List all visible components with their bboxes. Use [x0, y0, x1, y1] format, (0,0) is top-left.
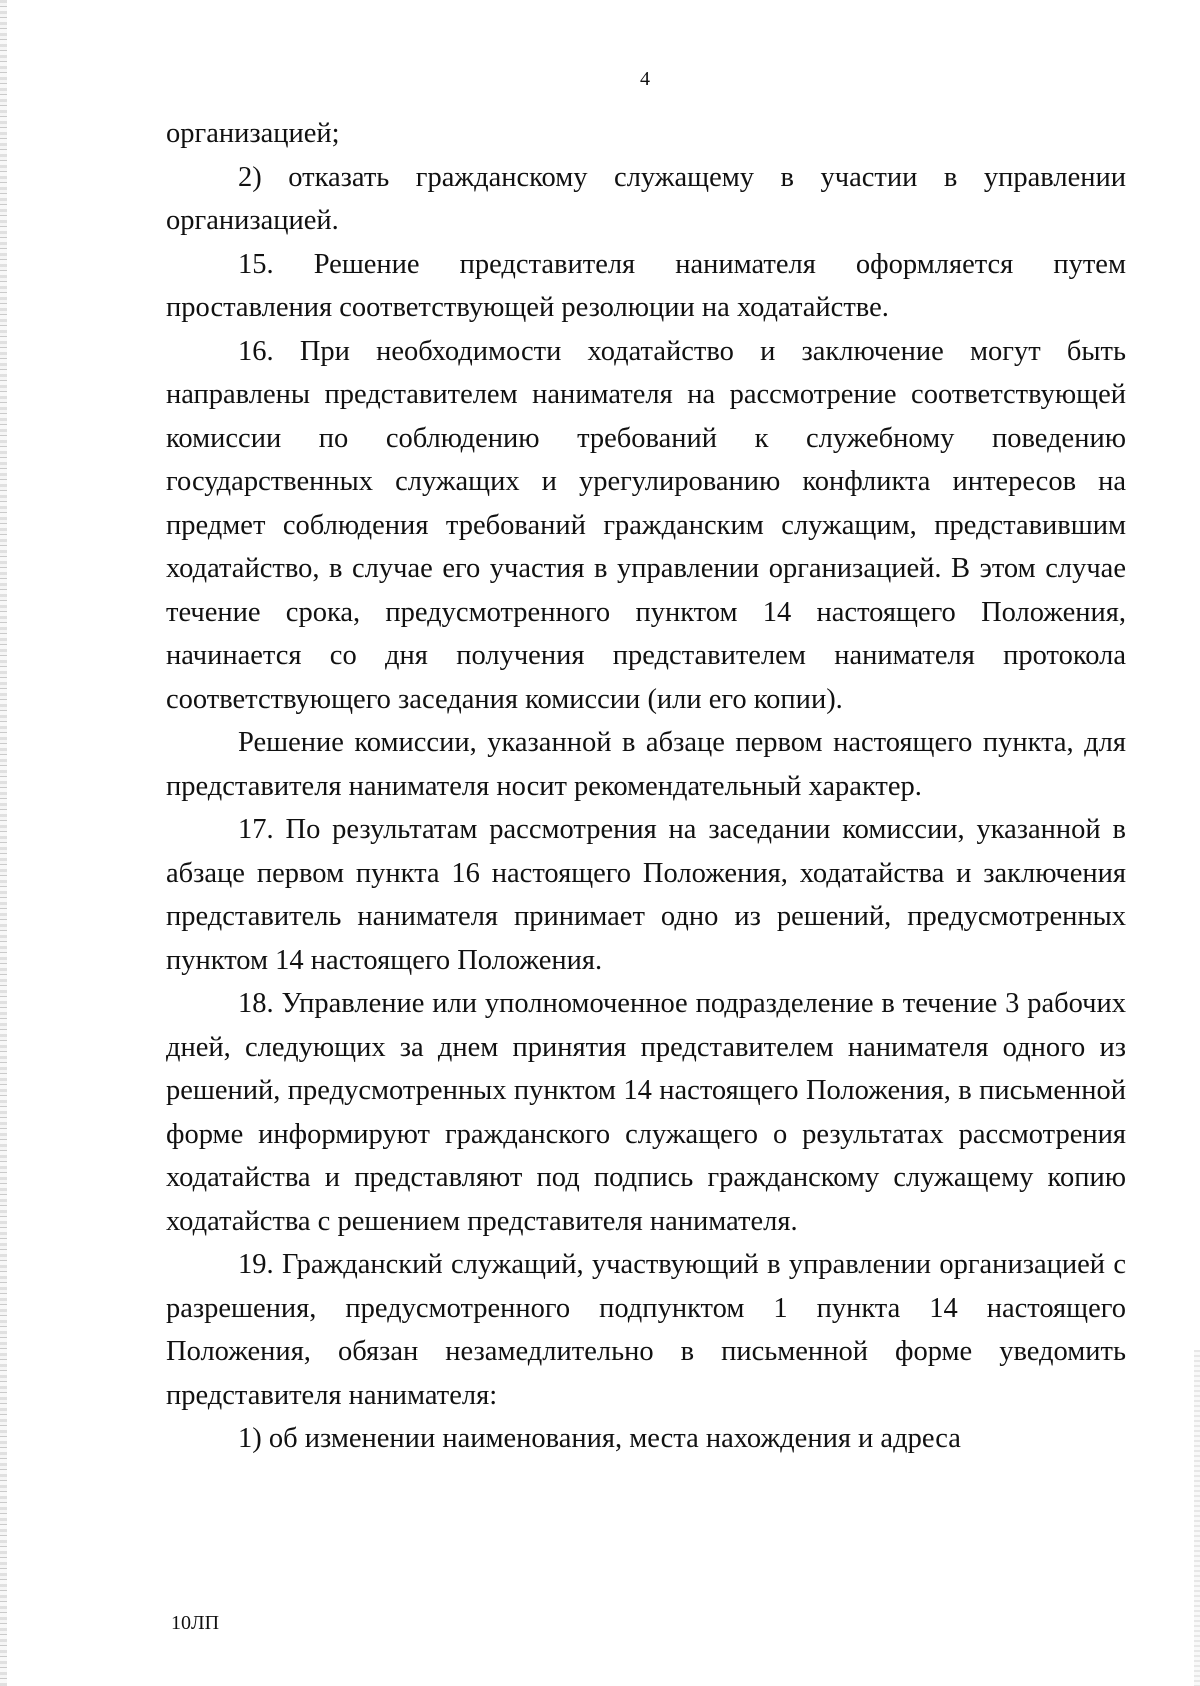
scan-edge-left	[0, 0, 7, 1686]
paragraph-continuation: организацией;	[166, 118, 340, 149]
paragraph-item-16: 16. При необходимости ходатайство и заключение могут быть направлены представителем нанимателя на рассмотрение соответствующей комиссии по соблюдению требований к служебному поведению государственных служащих и урегулированию конфликта интересов на предмет соблюдения требований гражданским служащим, представившим ходатайство, в случае его участия в управлении организацией. В этом случае течение срока, предусмотренного пунктом 14 настоящего Положения, начинается со дня получения представителем нанимателя протокола соответствующего заседания комиссии (или его копии).	[166, 335, 1126, 715]
paragraph-item-19: 19. Гражданский служащий, участвующий в управлении организацией с разрешения, предусмотренного подпунктом 1 пункта 14 настоящего Положения, обязан незамедлительно в письменной форме уведомить представителя нанимателя:	[166, 1249, 1126, 1411]
paragraph-subitem-2: 2) отказать гражданскому служащему в участии в управлении организацией.	[166, 161, 1126, 236]
paragraph-item-15: 15. Решение представителя нанимателя оформляется путем проставления соответствующей резолюции на ходатайстве.	[166, 248, 1126, 323]
scan-edge-right	[1194, 1350, 1200, 1686]
paragraph-item-16-second: Решение комиссии, указанной в абзаце первом настоящего пункта, для представителя нанимателя носит рекомендательный характер.	[166, 727, 1126, 802]
document-body	[166, 112, 1126, 1461]
paragraph-item-19-subitem-1: 1) об изменении наименования, места нахождения и адреса	[238, 1423, 961, 1454]
paragraph-item-18: 18. Управление или уполномоченное подразделение в течение 3 рабочих дней, следующих за днем принятия представителем нанимателя одного из решений, предусмотренных пунктом 14 настоящего Положения, в письменной форме информируют гражданского служащего о результатах рассмотрения ходатайства и представляют под подпись гражданскому служащему копию ходатайства с решением представителя нанимателя.	[166, 988, 1126, 1237]
page-number: 4	[640, 68, 650, 90]
footer-code: 10ЛП	[171, 1612, 220, 1634]
paragraph-item-17: 17. По результатам рассмотрения на заседании комиссии, указанной в абзаце первом пункта 16 настоящего Положения, ходатайства и заключения представитель нанимателя принимает одно из решений, предусмотренных пунктом 14 настоящего Положения.	[166, 814, 1126, 976]
